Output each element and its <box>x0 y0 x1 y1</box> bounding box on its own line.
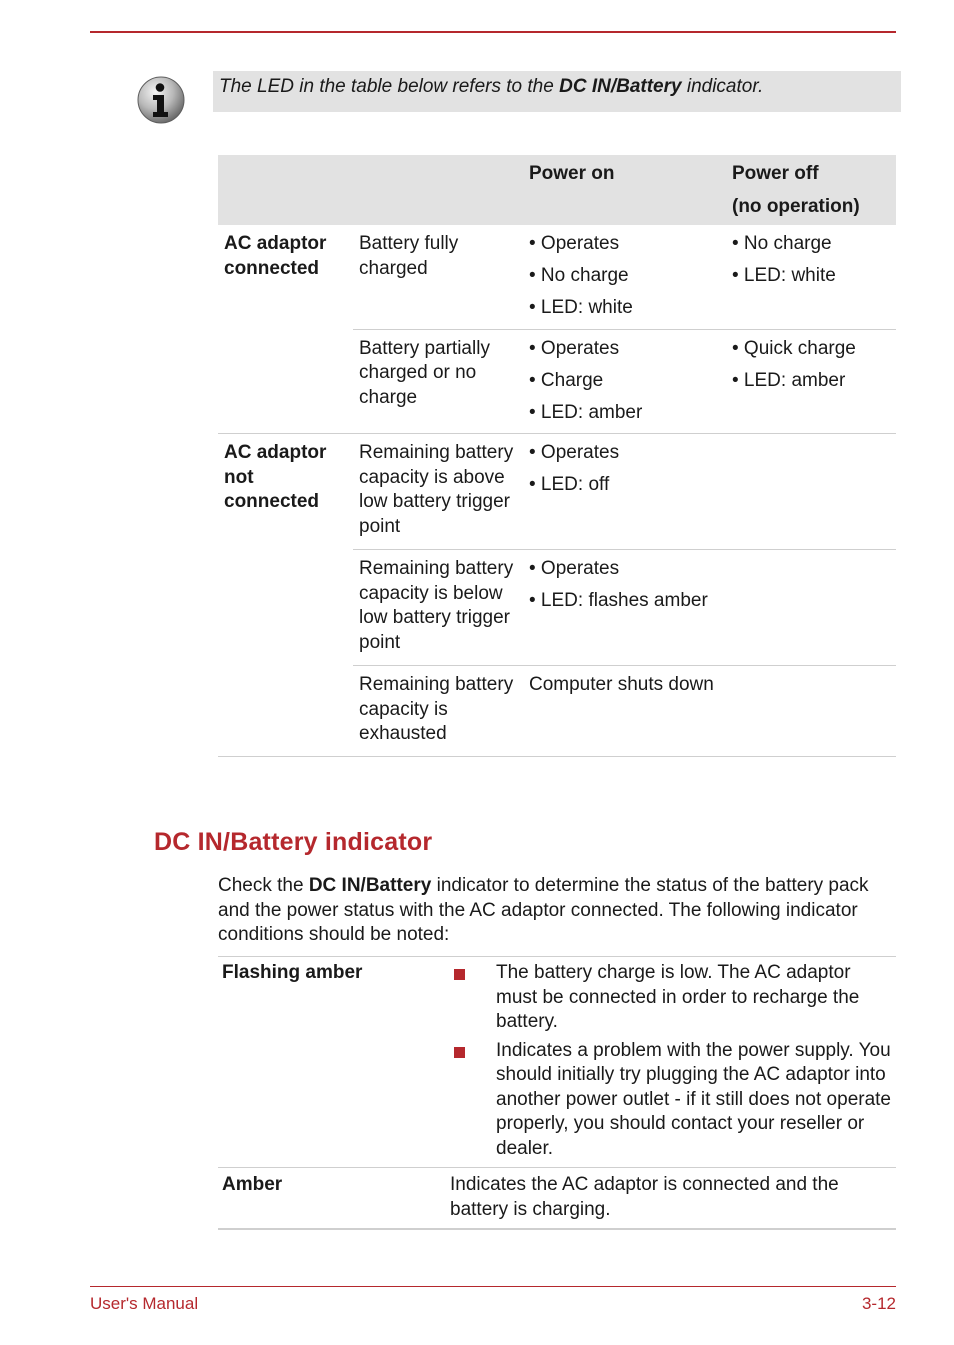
header-power-off-line1: Power off <box>732 163 819 184</box>
led-table <box>218 155 896 757</box>
list-item: Computer shuts down <box>529 674 714 695</box>
definition-cell <box>446 957 896 1168</box>
list-item: • LED: white <box>732 265 836 286</box>
intro-bold: DC IN/Battery <box>308 875 432 896</box>
list-item: • LED: amber <box>732 369 846 391</box>
power-on-cell <box>523 666 726 757</box>
intro-text: Check the <box>218 875 309 896</box>
power-on-cell <box>523 225 726 329</box>
table-row <box>218 434 896 550</box>
section-title: DC IN/Battery indicator <box>154 828 433 856</box>
square-bullet-icon <box>454 1047 465 1058</box>
term-flashing-amber: Flashing amber <box>218 957 446 1168</box>
power-off-cell <box>726 666 896 757</box>
condition-cell: Remaining battery capacity is exhausted <box>353 666 523 757</box>
header-cell-empty <box>353 155 523 225</box>
header-power-off <box>726 155 896 225</box>
power-on-cell <box>523 434 726 550</box>
list-item <box>450 1039 892 1162</box>
intro-text-end: indicator to determine the status of the battery pack and the power status with the AC adaptor connected. The following indicator conditions should be noted: <box>218 875 869 945</box>
power-off-cell <box>726 434 896 550</box>
list-item-text: The battery charge is low. The AC adaptor must be connected in order to recharge the battery. <box>496 962 860 1032</box>
indicator-table <box>218 956 896 1230</box>
note-bold: DC IN/Battery <box>559 76 682 97</box>
footer-manual-label: User's Manual <box>90 1294 199 1313</box>
bottom-rule <box>90 1286 896 1287</box>
list-item: • Operates <box>529 442 620 463</box>
bullet-list <box>450 961 892 1161</box>
term-amber: Amber <box>218 1168 446 1230</box>
note-text-end: indicator. <box>681 76 764 97</box>
list-item <box>450 961 892 1035</box>
table-row <box>218 1168 896 1230</box>
table-row <box>218 225 896 329</box>
list-item: • No charge <box>732 233 832 254</box>
info-icon <box>137 76 185 124</box>
list-item: • Operates <box>529 558 620 579</box>
table-row <box>218 957 896 1168</box>
intro-paragraph <box>218 874 888 948</box>
list-item: • LED: white <box>529 297 633 318</box>
condition-cell: Battery partially charged or no charge <box>353 329 523 434</box>
definition-cell: Indicates the AC adaptor is connected and the battery is charging. <box>446 1168 896 1230</box>
group-label: AC adaptor connected <box>218 225 353 434</box>
list-item: • LED: amber <box>529 401 643 423</box>
note-box <box>213 71 901 112</box>
list-item: • LED: off <box>529 474 610 495</box>
header-power-off-line2: (no operation) <box>732 196 860 217</box>
power-off-cell <box>726 225 896 329</box>
footer-page-number: 3-12 <box>861 1294 896 1313</box>
header-cell-empty <box>218 155 353 225</box>
power-off-cell <box>726 329 896 434</box>
list-item: • LED: flashes amber <box>529 590 708 611</box>
square-bullet-icon <box>454 969 465 980</box>
power-on-cell <box>523 550 726 666</box>
group-label: AC adaptor not connected <box>218 434 353 757</box>
condition-cell: Remaining battery capacity is below low battery trigger point <box>353 550 523 666</box>
led-table-header <box>218 155 896 225</box>
header-power-on: Power on <box>523 155 726 225</box>
list-item: • Quick charge <box>732 337 856 359</box>
list-item: • Charge <box>529 369 604 391</box>
list-item: • Operates <box>529 233 620 254</box>
top-rule <box>90 31 896 33</box>
note-text: The LED in the table below refers to the <box>219 76 560 97</box>
condition-cell: Battery fully charged <box>353 225 523 329</box>
power-off-cell <box>726 550 896 666</box>
list-item: • No charge <box>529 265 629 286</box>
list-item-text: Indicates a problem with the power supply. You should initially try plugging the AC adaptor into another power outlet - if it still does not operate properly, you should contact your reseller or dealer. <box>496 1039 892 1159</box>
power-on-cell <box>523 329 726 434</box>
list-item: • Operates <box>529 337 620 359</box>
condition-cell: Remaining battery capacity is above low battery trigger point <box>353 434 523 550</box>
